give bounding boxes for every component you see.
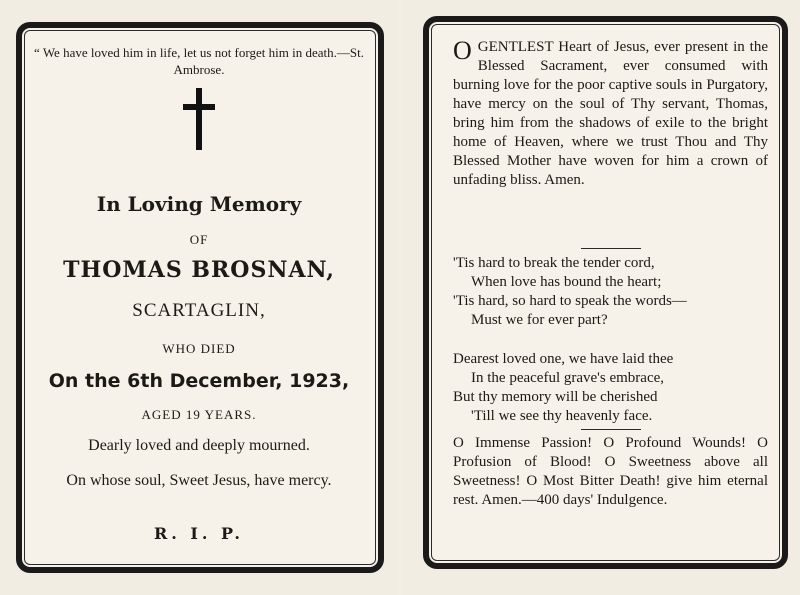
mercy-prayer: On whose soul, Sweet Jesus, have mercy. (66, 472, 332, 489)
poem-line: But thy memory will be cherished (453, 389, 658, 405)
poem-line: 'Till we see thy heavenly face. (471, 408, 653, 424)
who-died-label: WHO DIED (162, 341, 236, 356)
poem-line: 'Tis hard, so hard to speak the words— (453, 293, 687, 309)
poem-line: In the peaceful grave's embrace, (471, 370, 665, 386)
prayer-drop-cap: O (453, 36, 472, 65)
mourned-line: Dearly loved and deeply mourned. (88, 437, 310, 454)
memorial-title: In Loving Memory (96, 192, 302, 216)
poem-line: Dearest loved one, we have laid thee (453, 351, 674, 367)
ambrose-quote: “ We have loved him in life, let us not forget him in death.—St. Ambrose. (34, 45, 364, 77)
cross-icon (0, 88, 398, 155)
divider (581, 429, 641, 430)
prayer-text: GENTLEST Heart of Jesus, ever present in the Blessed Sacrament, ever consumed with burning love for the poor captive souls in Purgatory, have mercy on the soul of Thy servant, Thomas, bring him from the shadows of exile to the bright home of Heaven, where we trust Thou and Thy Blessed Mother have woven for him a crown of unfading bliss. Amen. (453, 39, 768, 188)
poem-line: Must we for ever part? (471, 312, 608, 328)
sacred-heart-prayer (453, 38, 768, 190)
divider (581, 248, 641, 249)
deceased-place: SCARTAGLIN, (132, 300, 266, 321)
of-label: OF (189, 232, 209, 247)
right-memorial-card (401, 0, 800, 595)
age-at-death: AGED 19 YEARS. (141, 407, 257, 422)
poem-line: 'Tis hard to break the tender cord, (453, 255, 655, 271)
poem-stanza-1 (453, 254, 768, 330)
left-memorial-card (0, 0, 398, 595)
death-date: On the 6th December, 1923, (48, 370, 350, 392)
deceased-name: THOMAS BROSNAN, (63, 257, 335, 283)
passion-prayer: O Immense Passion! O Profound Wounds! O Profusion of Blood! O Sweetness above all Sweetness! O Most Bitter Death! give him eternal rest. Amen.—400 days' Indulgence. (453, 435, 768, 508)
rip-text: R. I. P. (153, 524, 244, 543)
poem-line: When love has bound the heart; (471, 274, 662, 290)
poem-stanza-2 (453, 350, 768, 426)
